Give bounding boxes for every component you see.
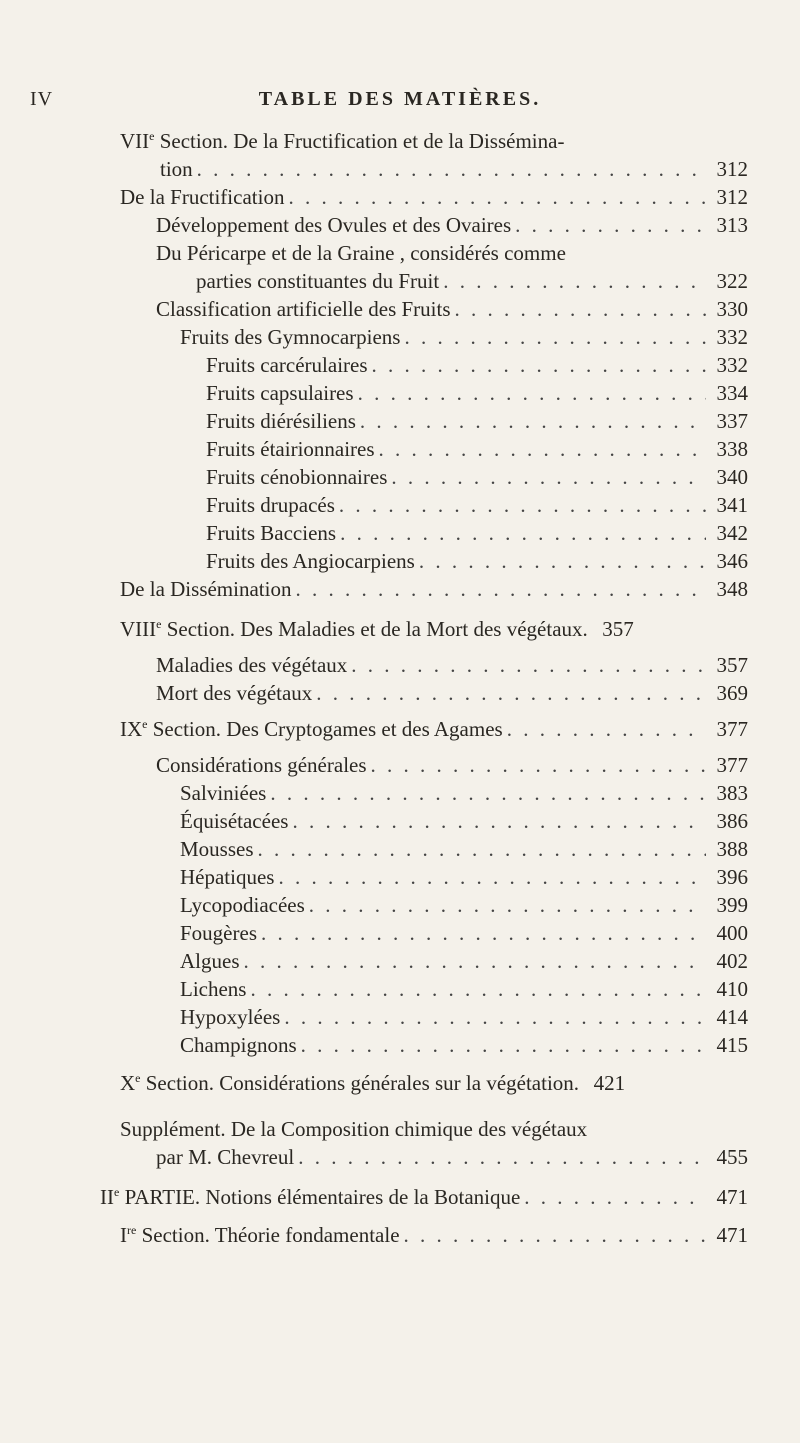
- ordinal-suffix: e: [149, 129, 155, 143]
- toc-entry-section-1[interactable]: Ire Section. Théorie fondamentale . . . 471: [120, 1222, 748, 1248]
- toc-entry[interactable]: parties constituantes du Fruit . . . 322: [196, 268, 748, 294]
- toc-entry[interactable]: Considérations générales . . . 377: [156, 752, 748, 778]
- toc-entry[interactable]: Algues . . . 402: [180, 948, 748, 974]
- toc-entry[interactable]: Fougères . . . 400: [180, 920, 748, 946]
- toc-entry[interactable]: Hépatiques . . . 396: [180, 864, 748, 890]
- toc-entry[interactable]: Fruits des Angiocarpiens . . . 346: [206, 548, 748, 574]
- supplement-heading: Supplément. De la Composition chimique des végétaux: [120, 1117, 588, 1141]
- toc-entry[interactable]: Fruits des Gymnocarpiens . . . 332: [180, 324, 748, 350]
- toc-entry[interactable]: Lichens . . . 410: [180, 976, 748, 1002]
- toc-entry[interactable]: Salviniées . . . 383: [180, 780, 748, 806]
- toc-entry[interactable]: Fruits cénobionnaires . . . 340: [206, 464, 748, 490]
- toc-entry[interactable]: Classification artificielle des Fruits . . . 330: [156, 296, 748, 322]
- toc-entry[interactable]: Lycopodiacées . . . 399: [180, 892, 748, 918]
- toc-entry-section-7[interactable]: tion . . . 312: [160, 156, 748, 182]
- toc-entry[interactable]: Fruits étairionnaires . . . 338: [206, 436, 748, 462]
- toc-entry[interactable]: Mort des végétaux . . . 369: [156, 680, 748, 706]
- leader-dots: [197, 156, 706, 182]
- page-number: IV: [30, 88, 54, 110]
- toc-entry[interactable]: Maladies des végétaux . . . 357: [156, 652, 748, 678]
- section-title: Section. De la Fructification et de la Dissémina-: [159, 129, 565, 153]
- toc-entry[interactable]: Mousses . . . 388: [180, 836, 748, 862]
- toc-entry-section-10[interactable]: Xe Section. Considérations générales sur la végétation. 421: [120, 1071, 626, 1095]
- page-header: [0, 88, 800, 118]
- section-numeral: VII: [120, 129, 150, 153]
- toc-entry[interactable]: Hypoxylées . . . 414: [180, 1004, 748, 1030]
- section-7-heading: [120, 128, 564, 154]
- toc-entry[interactable]: Fruits drupacés . . . 341: [206, 492, 748, 518]
- toc-entry-supplement[interactable]: par M. Chevreul . . . 455: [156, 1144, 748, 1170]
- toc-entry[interactable]: Fruits diérésiliens . . . 337: [206, 408, 748, 434]
- page-ref: 312: [716, 157, 748, 181]
- toc-entry[interactable]: De la Fructification . . . 312: [120, 184, 748, 210]
- running-title: TABLE DES MATIÈRES.: [258, 88, 542, 110]
- toc-entry-part-2[interactable]: IIe PARTIE. Notions élémentaires de la Botanique . . . 471: [100, 1184, 748, 1210]
- toc-entry[interactable]: Équisétacées . . . 386: [180, 808, 748, 834]
- toc-entry[interactable]: Fruits capsulaires . . . 334: [206, 380, 748, 406]
- toc-entry[interactable]: Développement des Ovules et des Ovaires . . . 313: [156, 212, 748, 238]
- toc-entry-section-9[interactable]: IXe Section. Des Cryptogames et des Agames . . . 377: [120, 716, 748, 742]
- toc-entry[interactable]: Champignons . . . 415: [180, 1032, 748, 1058]
- toc-entry-line: Du Péricarpe et de la Graine , considérés comme: [156, 241, 566, 265]
- toc-entry[interactable]: Fruits carcérulaires . . . 332: [206, 352, 748, 378]
- toc-entry[interactable]: Fruits Bacciens . . . 342: [206, 520, 748, 546]
- toc-entry[interactable]: De la Dissémination . . . 348: [120, 576, 748, 602]
- toc-entry-section-8[interactable]: VIIIe Section. Des Maladies et de la Mort des végétaux. 357: [120, 617, 634, 641]
